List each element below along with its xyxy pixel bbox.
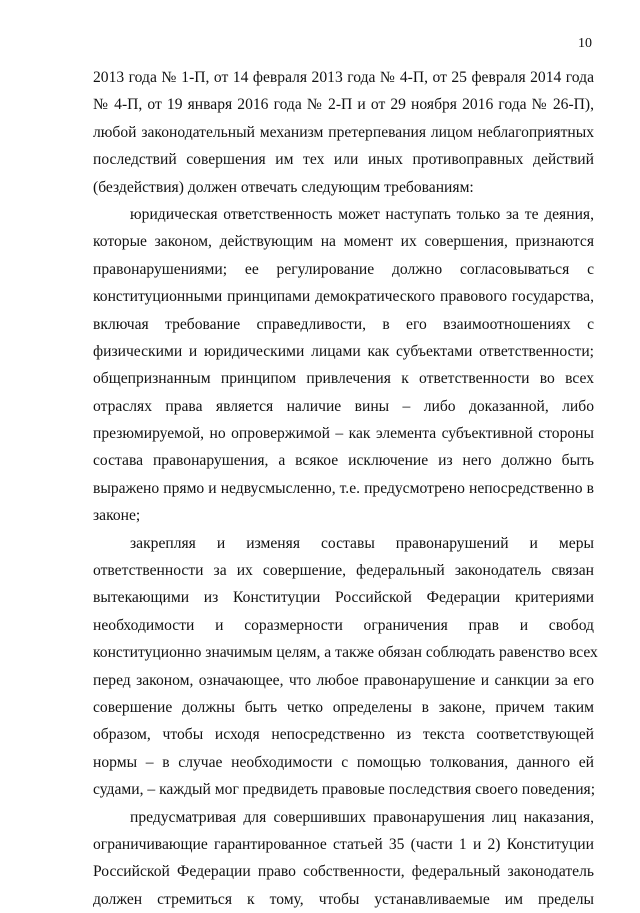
text-line: судами, – каждый мог предвидеть правовые последствия своего поведения;	[93, 781, 596, 799]
text-line: общепризнанным принципом привлечения к ответственности во всех	[93, 370, 594, 388]
text-line: Российской Федерации право собственности, федеральный законодатель	[93, 863, 594, 881]
text-line: образом, чтобы исходя непосредственно из текста соответствующей	[93, 726, 594, 744]
text-line: любой законодательный механизм претерпевания лицом неблагоприятных	[93, 123, 594, 141]
text-line: вытекающими из Конституции Российской Федерации критериями	[93, 589, 594, 607]
text-line: 2013 года № 1-П, от 14 февраля 2013 года № 4-П, от 25 февраля 2014 года	[93, 69, 594, 86]
body-text	[93, 64, 598, 913]
text-line: отраслях права является наличие вины – либо доказанной, либо	[93, 397, 594, 415]
text-line: совершение должны быть четко определены в законе, причем таким	[93, 698, 594, 716]
text-line: должен стремиться к тому, чтобы устанавливаемые им пределы	[93, 890, 594, 908]
text-line: выражено прямо и недвусмысленно, т.е. предусмотрено непосредственно в	[93, 479, 594, 497]
text-line: конституционно значимым целям, а также обязан соблюдать равенство всех	[93, 644, 598, 662]
text-line: физическими и юридическими лицами как субъектами ответственности;	[93, 342, 594, 360]
text-line: закрепляя и изменяя составы правонарушений и меры	[130, 534, 594, 552]
text-line: нормы – в случае необходимости с помощью толкования, данного ей	[93, 753, 594, 771]
text-line: презюмируемой, но опровержимой – как элемента субъективной стороны	[93, 425, 594, 443]
page-number: 10	[578, 36, 592, 51]
text-line: последствий совершения им тех или иных противоправных действий	[93, 151, 594, 169]
text-line: предусматривая для совершивших правонарушения лиц наказания,	[130, 808, 594, 826]
text-line: ответственности за их совершение, федеральный законодатель связан	[93, 562, 594, 580]
text-line: юридическая ответственность может наступать только за те деяния,	[130, 205, 594, 223]
text-line: включая требование справедливости, в его взаимоотношениях с	[93, 315, 594, 333]
text-line: № 4-П, от 19 января 2016 года № 2-П и от 29 ноября 2016 года № 26-П),	[93, 96, 594, 114]
text-line: которые законом, действующим на момент их совершения, признаются	[93, 233, 594, 251]
text-line: перед законом, означающее, что любое правонарушение и санкции за его	[93, 671, 594, 689]
text-line: состава правонарушения, а всякое исключение из него должно быть	[93, 452, 594, 470]
text-line: ограничивающие гарантированное статьей 35 (части 1 и 2) Конституции	[93, 835, 594, 853]
text-line: (бездействия) должен отвечать следующим требованиям:	[93, 178, 474, 196]
text-line: правонарушениями; ее регулирование должно согласовываться с	[93, 260, 594, 278]
text-line: необходимости и соразмерности ограничения прав и свобод	[93, 616, 594, 634]
text-line: конституционными принципами демократического правового государства,	[93, 288, 594, 306]
text-line: законе;	[93, 507, 141, 525]
